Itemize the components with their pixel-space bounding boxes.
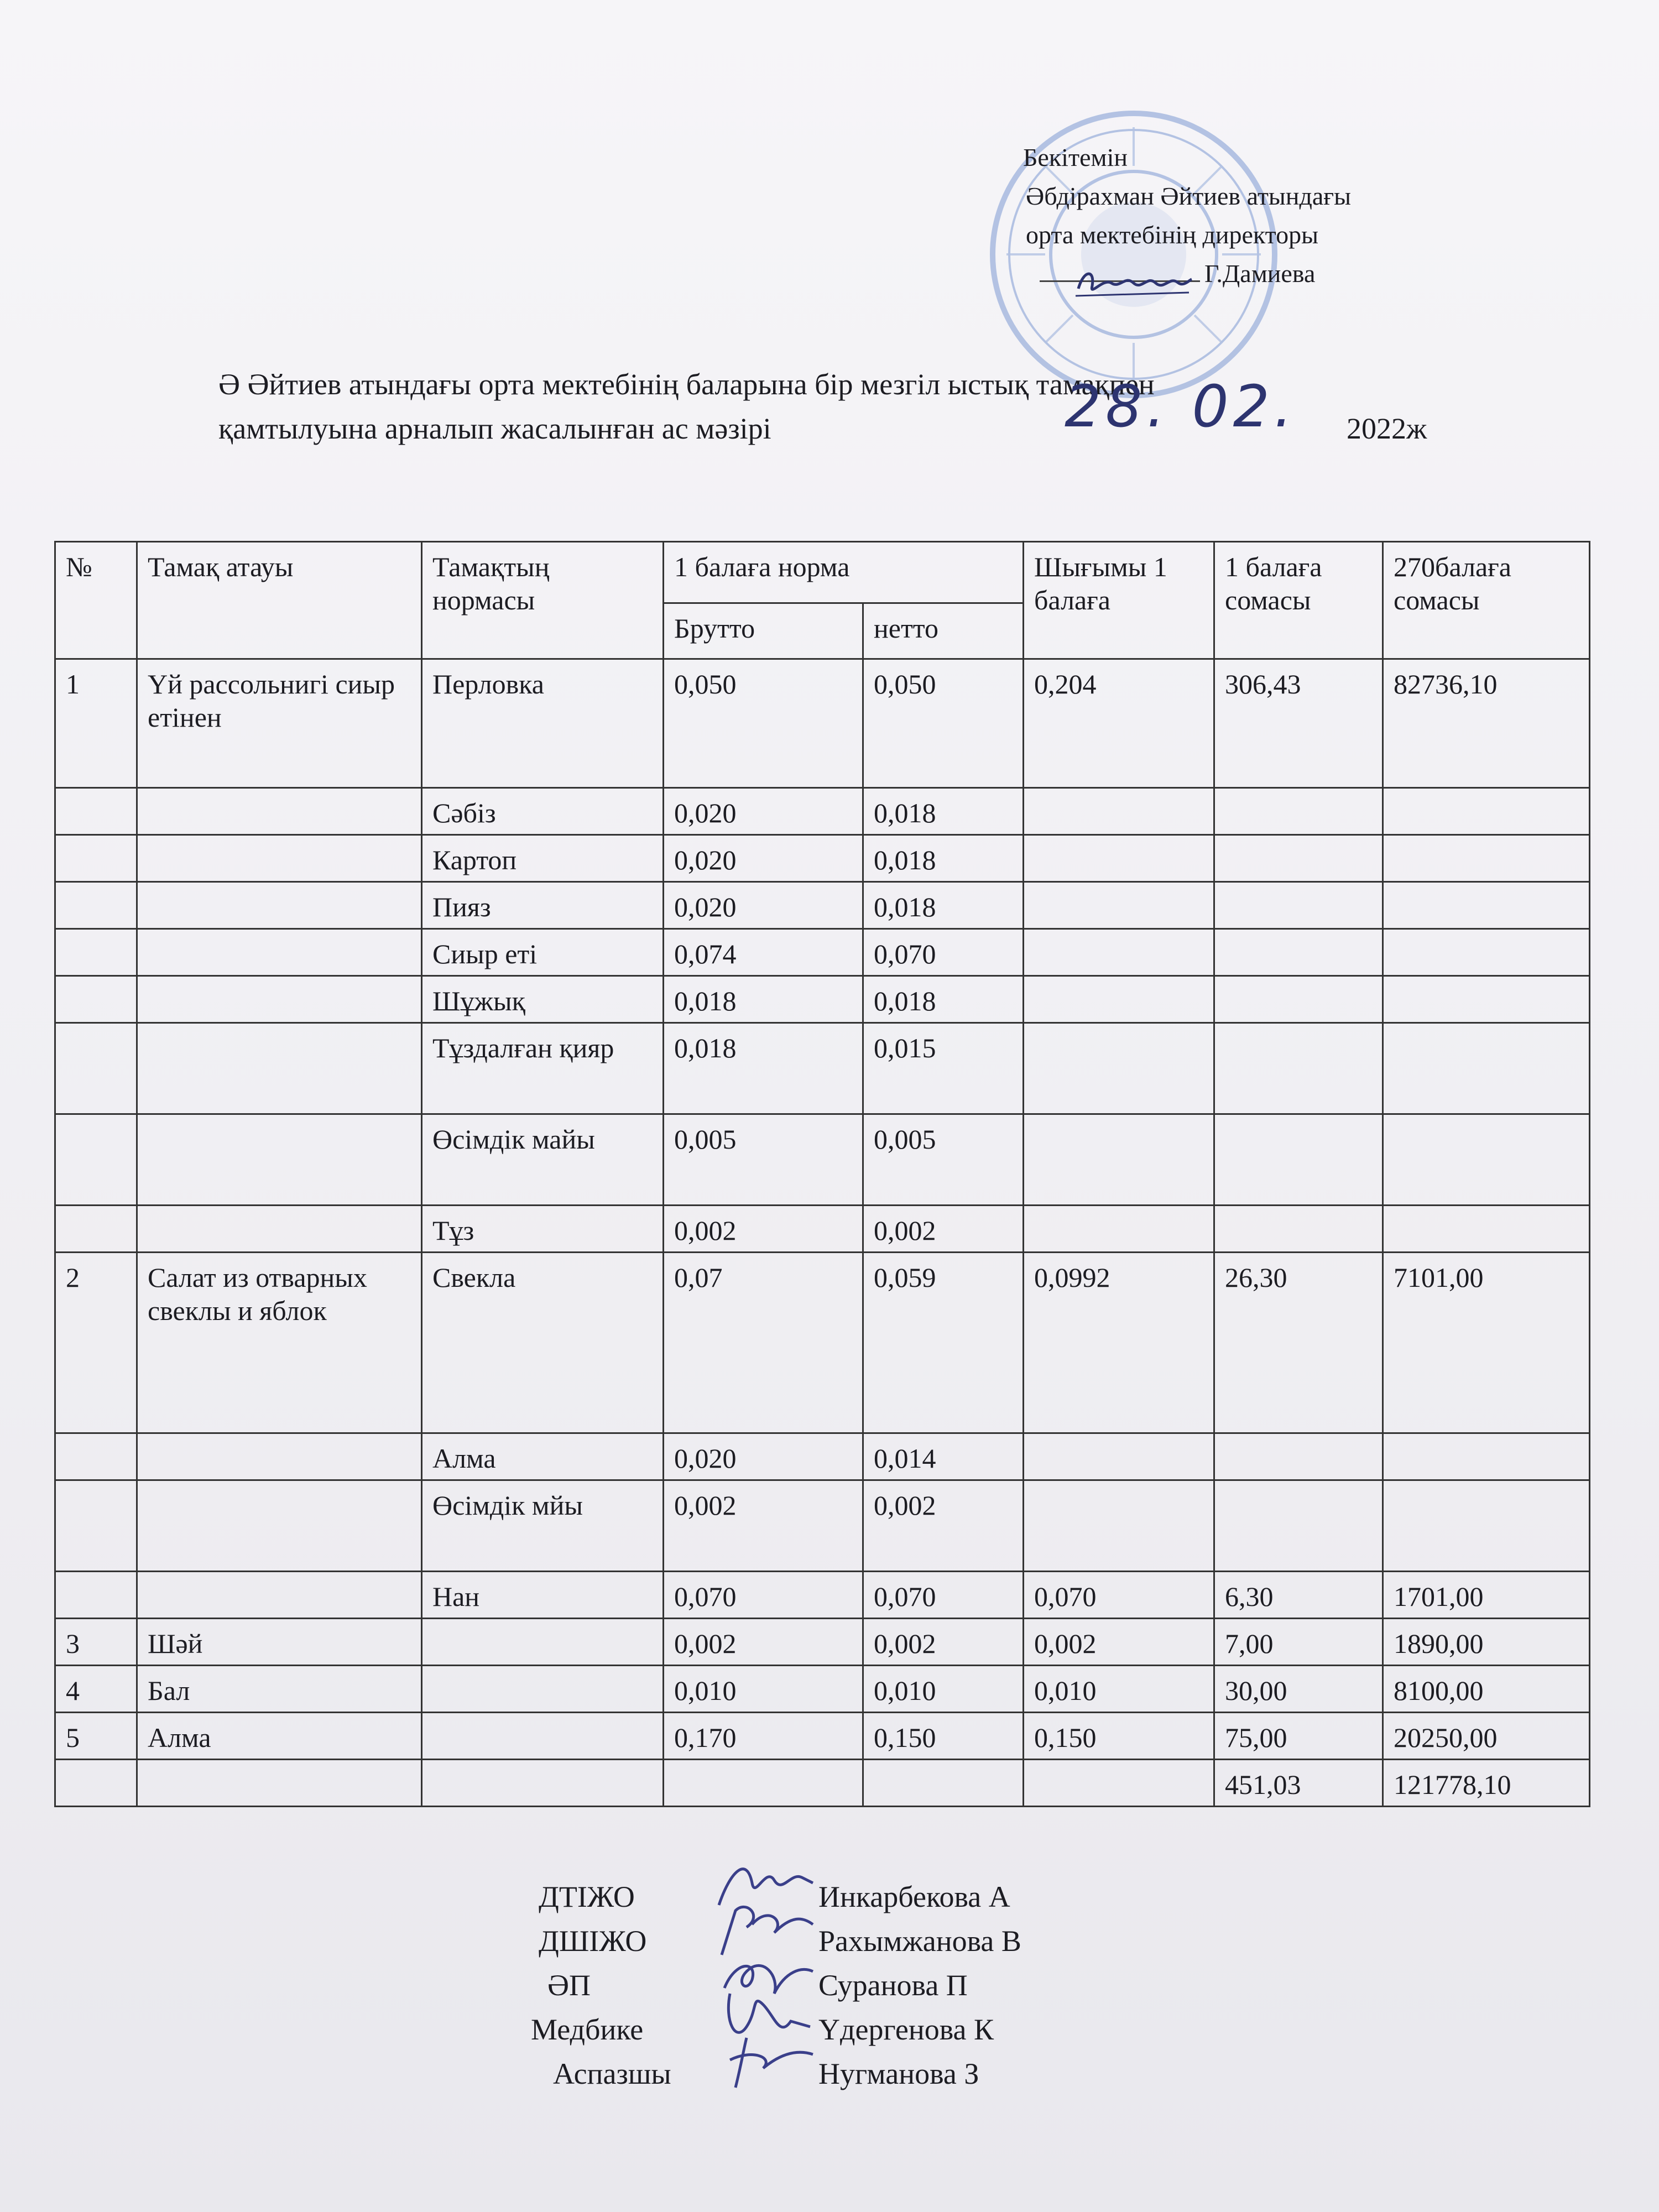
cell-product [422, 1713, 664, 1760]
cell-num [55, 835, 137, 882]
cell-product: Тұз [422, 1206, 664, 1253]
table-row [55, 1619, 1590, 1666]
cell-sum-270 [1383, 929, 1590, 976]
cell-num [55, 1206, 137, 1253]
cell-dish [137, 788, 422, 835]
cell-num [55, 1572, 137, 1619]
approval-school-line: Әбдірахман Әйтиев атындағы [1026, 182, 1352, 210]
cell-brutto [664, 1760, 863, 1807]
cell-brutto: 0,002 [664, 1619, 863, 1666]
header-dish: Тамақ атауы [137, 542, 422, 659]
table-row [55, 882, 1590, 929]
director-name: Г.Дамиева [1204, 259, 1316, 288]
cell-brutto: 0,018 [664, 976, 863, 1023]
cell-dish [137, 1480, 422, 1572]
cell-yield: 0,002 [1024, 1619, 1214, 1666]
cell-brutto: 0,020 [664, 835, 863, 882]
cell-num [55, 929, 137, 976]
cell-dish [137, 1206, 422, 1253]
cell-product: Алма [422, 1433, 664, 1480]
approval-heading: Бекітемін [1023, 143, 1128, 171]
cell-dish [137, 1572, 422, 1619]
cell-dish: Үй рассольнигі сиыр етінен [137, 659, 422, 788]
cell-netto: 0,005 [863, 1114, 1024, 1206]
cell-netto [863, 1760, 1024, 1807]
cell-num [55, 976, 137, 1023]
cell-brutto: 0,018 [664, 1023, 863, 1114]
cell-product: Шұжық [422, 976, 664, 1023]
cell-yield: 0,070 [1024, 1572, 1214, 1619]
cell-netto: 0,002 [863, 1619, 1024, 1666]
cell-num [55, 1023, 137, 1114]
cell-yield [1024, 788, 1214, 835]
cell-yield [1024, 976, 1214, 1023]
cell-yield [1024, 835, 1214, 882]
cell-brutto: 0,020 [664, 788, 863, 835]
cell-netto: 0,070 [863, 1572, 1024, 1619]
cell-yield [1024, 1023, 1214, 1114]
cell-dish [137, 1433, 422, 1480]
cell-yield: 0,010 [1024, 1666, 1214, 1713]
signature-name: Нугманова З [818, 2057, 979, 2090]
cell-product [422, 1619, 664, 1666]
cell-num: 3 [55, 1619, 137, 1666]
cell-num [55, 1480, 137, 1572]
table-row [55, 835, 1590, 882]
cell-brutto: 0,070 [664, 1572, 863, 1619]
cell-dish [137, 882, 422, 929]
cell-netto: 0,018 [863, 882, 1024, 929]
table-row [55, 1572, 1590, 1619]
cell-sum-one: 451,03 [1214, 1760, 1383, 1807]
cell-netto: 0,014 [863, 1433, 1024, 1480]
cell-netto: 0,015 [863, 1023, 1024, 1114]
cell-num [55, 1760, 137, 1807]
table-row [55, 1713, 1590, 1760]
cell-netto: 0,059 [863, 1253, 1024, 1433]
cell-sum-270: 82736,10 [1383, 659, 1590, 788]
cell-dish: Алма [137, 1713, 422, 1760]
signature-role: Медбике [531, 2013, 644, 2046]
signature-role: Аспазшы [553, 2057, 671, 2090]
cell-sum-one: 306,43 [1214, 659, 1383, 788]
cell-dish [137, 1114, 422, 1206]
cell-netto: 0,002 [863, 1480, 1024, 1572]
header-sum-270: 270балаға сомасы [1383, 542, 1590, 659]
table-header-row [55, 542, 1590, 603]
cell-num: 4 [55, 1666, 137, 1713]
title-line-2: қамтылуына арналып жасалынған ас мәзірі [218, 412, 771, 445]
cell-sum-one [1214, 1480, 1383, 1572]
cell-netto: 0,070 [863, 929, 1024, 976]
cell-netto: 0,010 [863, 1666, 1024, 1713]
cell-brutto: 0,170 [664, 1713, 863, 1760]
cell-brutto: 0,010 [664, 1666, 863, 1713]
table-row [55, 1023, 1590, 1114]
cell-sum-one: 30,00 [1214, 1666, 1383, 1713]
cell-sum-one [1214, 882, 1383, 929]
cell-sum-270 [1383, 1433, 1590, 1480]
cell-yield [1024, 1206, 1214, 1253]
signature-role: ӘП [547, 1969, 591, 2002]
table-row [55, 1206, 1590, 1253]
signature-icon [1073, 258, 1194, 302]
cell-product: Нан [422, 1572, 664, 1619]
title-year: 2022ж [1347, 412, 1427, 445]
director-signature [1040, 280, 1200, 282]
header-sum-one: 1 балаға сомасы [1214, 542, 1383, 659]
approval-position-line: орта мектебінің директоры [1026, 221, 1319, 249]
cell-netto: 0,002 [863, 1206, 1024, 1253]
approval-signature-line [1023, 254, 1351, 293]
cell-dish: Шәй [137, 1619, 422, 1666]
cell-sum-one [1214, 1433, 1383, 1480]
cell-yield [1024, 1480, 1214, 1572]
cell-sum-270 [1383, 1480, 1590, 1572]
cell-sum-270 [1383, 835, 1590, 882]
cell-sum-270 [1383, 1206, 1590, 1253]
cell-dish [137, 1023, 422, 1114]
cell-num: 2 [55, 1253, 137, 1433]
table-row [55, 788, 1590, 835]
cell-sum-one [1214, 976, 1383, 1023]
cell-sum-270: 1701,00 [1383, 1572, 1590, 1619]
cell-product: Өсімдік майы [422, 1114, 664, 1206]
cell-sum-one: 6,30 [1214, 1572, 1383, 1619]
cell-dish: Бал [137, 1666, 422, 1713]
cell-yield [1024, 1433, 1214, 1480]
header-netto: нетто [863, 603, 1024, 659]
table-row [55, 976, 1590, 1023]
table-row [55, 659, 1590, 788]
signature-role: ДТІЖО [539, 1880, 635, 1913]
header-per-child-norm: 1 балаға норма [664, 542, 1024, 603]
cell-brutto: 0,074 [664, 929, 863, 976]
cell-sum-one: 26,30 [1214, 1253, 1383, 1433]
cell-sum-270: 8100,00 [1383, 1666, 1590, 1713]
cell-yield: 0,204 [1024, 659, 1214, 788]
signature-name: Үдергенова К [818, 2013, 994, 2046]
cell-product: Тұздалған қияр [422, 1023, 664, 1114]
cell-sum-one [1214, 788, 1383, 835]
cell-sum-one [1214, 1023, 1383, 1114]
cell-sum-270 [1383, 1023, 1590, 1114]
cell-dish [137, 1760, 422, 1807]
approval-block [1023, 138, 1351, 293]
cell-brutto: 0,07 [664, 1253, 863, 1433]
cell-num: 5 [55, 1713, 137, 1760]
table-body [55, 659, 1590, 1807]
document-title [218, 362, 1479, 451]
table-row [55, 1666, 1590, 1713]
signature-name: Инкарбекова А [818, 1880, 1010, 1913]
cell-sum-one [1214, 1114, 1383, 1206]
cell-netto: 0,150 [863, 1713, 1024, 1760]
cell-brutto: 0,002 [664, 1480, 863, 1572]
cell-dish: Салат из отварных свеклы и яблок [137, 1253, 422, 1433]
cell-yield [1024, 1760, 1214, 1807]
cell-yield: 0,150 [1024, 1713, 1214, 1760]
cell-yield [1024, 929, 1214, 976]
cell-sum-270 [1383, 1114, 1590, 1206]
handwritten-date: 28. 02. [1065, 373, 1297, 440]
cell-yield: 0,0992 [1024, 1253, 1214, 1433]
title-line-1: Ә Әйтиев атындағы орта мектебінің баларына бір мезгіл ыстық тамақпен [218, 368, 1155, 401]
cell-brutto: 0,005 [664, 1114, 863, 1206]
menu-table [54, 541, 1590, 1807]
table-row [55, 1480, 1590, 1572]
signature-icon [713, 2027, 818, 2093]
cell-netto: 0,050 [863, 659, 1024, 788]
cell-dish [137, 929, 422, 976]
table-row [55, 1760, 1590, 1807]
cell-brutto: 0,020 [664, 882, 863, 929]
table-row [55, 1253, 1590, 1433]
cell-product [422, 1666, 664, 1713]
cell-sum-270: 20250,00 [1383, 1713, 1590, 1760]
cell-product: Пияз [422, 882, 664, 929]
cell-sum-270: 121778,10 [1383, 1760, 1590, 1807]
cell-product [422, 1760, 664, 1807]
cell-yield [1024, 1114, 1214, 1206]
cell-num [55, 788, 137, 835]
cell-sum-one [1214, 1206, 1383, 1253]
cell-num [55, 882, 137, 929]
cell-netto: 0,018 [863, 788, 1024, 835]
cell-product: Өсімдік мйы [422, 1480, 664, 1572]
cell-netto: 0,018 [863, 976, 1024, 1023]
cell-dish [137, 976, 422, 1023]
cell-num: 1 [55, 659, 137, 788]
cell-product: Картоп [422, 835, 664, 882]
header-num: № [55, 542, 137, 659]
cell-sum-270 [1383, 976, 1590, 1023]
cell-sum-one: 7,00 [1214, 1619, 1383, 1666]
cell-sum-one [1214, 835, 1383, 882]
cell-sum-one: 75,00 [1214, 1713, 1383, 1760]
table-row [55, 929, 1590, 976]
signature-name: Суранова П [818, 1969, 968, 2002]
cell-dish [137, 835, 422, 882]
cell-product: Свекла [422, 1253, 664, 1433]
cell-num [55, 1114, 137, 1206]
cell-product: Сәбіз [422, 788, 664, 835]
header-brutto: Брутто [664, 603, 863, 659]
signature-role: ДШІЖО [539, 1924, 647, 1958]
signature-name: Рахымжанова В [818, 1924, 1021, 1958]
header-yield: Шығымы 1 балаға [1024, 542, 1214, 659]
header-norm-product: Тамақтың нормасы [422, 542, 664, 659]
cell-product: Сиыр еті [422, 929, 664, 976]
table-row [55, 1114, 1590, 1206]
cell-sum-270: 7101,00 [1383, 1253, 1590, 1433]
table-row [55, 1433, 1590, 1480]
cell-brutto: 0,002 [664, 1206, 863, 1253]
cell-sum-270 [1383, 882, 1590, 929]
cell-brutto: 0,020 [664, 1433, 863, 1480]
cell-brutto: 0,050 [664, 659, 863, 788]
cell-num [55, 1433, 137, 1480]
cell-sum-270 [1383, 788, 1590, 835]
cell-product: Перловка [422, 659, 664, 788]
cell-sum-270: 1890,00 [1383, 1619, 1590, 1666]
cell-netto: 0,018 [863, 835, 1024, 882]
cell-yield [1024, 882, 1214, 929]
cell-sum-one [1214, 929, 1383, 976]
